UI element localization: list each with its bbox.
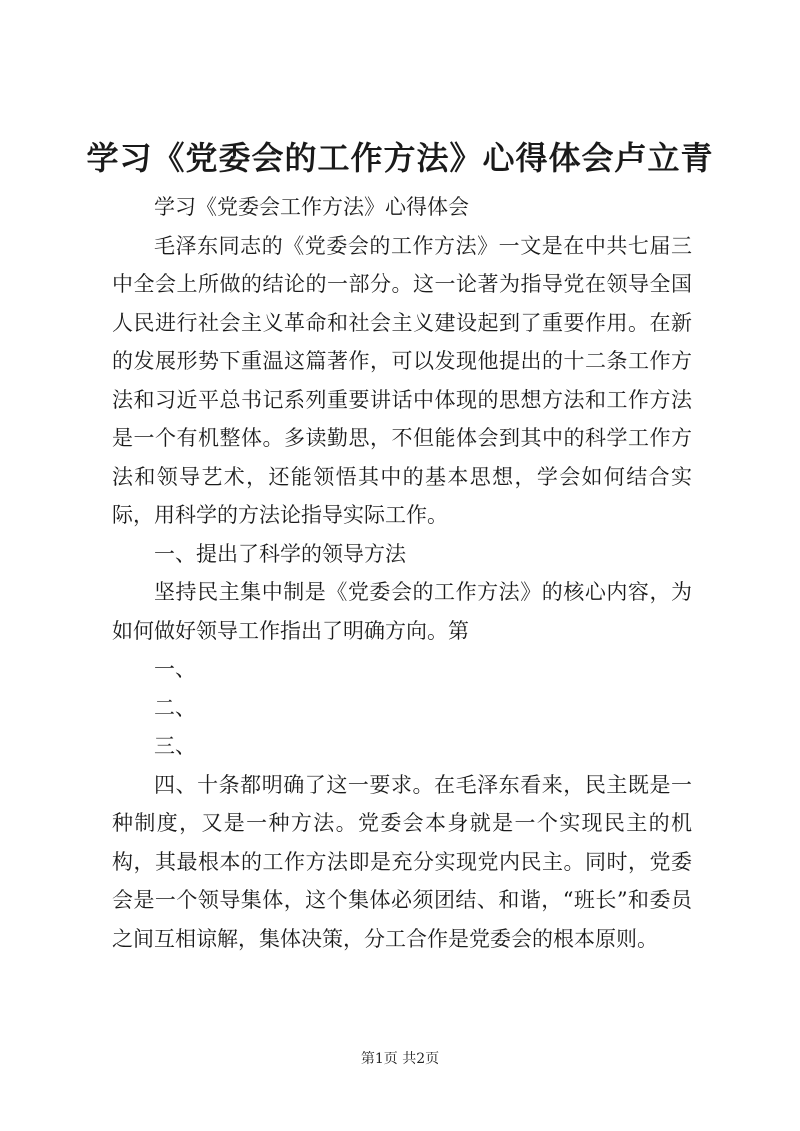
paragraph-subtitle: 学习《党委会工作方法》心得体会 — [154, 195, 469, 219]
paragraph-item-three: 三、 — [154, 734, 196, 758]
paragraph-democratic-centralism: 坚持民主集中制是《党委会的工作方法》的核心内容，为如何做好领导工作指出了明确方向。第 — [112, 580, 692, 643]
paragraph-intro: 毛泽东同志的《党委会的工作方法》一文是在中共七届三中全会上所做的结论的一部分。这一论著为指导党在领导全国人民进行社会主义革命和社会主义建设起到了重要作用。在新的发展形势下重温这篇著作，可以发现他提出的十二条工作方法和习近平总书记系列重要讲话中体现的思想方法和工作方法是一个有机整体。多读勤思，不但能体会到其中的科学工作方法和领导艺术，还能领悟其中的基本思想，学会如何结合实际，用科学的方法论指导实际工作。 — [112, 233, 692, 527]
document-body — [112, 188, 692, 958]
paragraph-item-four: 四、十条都明确了这一要求。在毛泽东看来，民主既是一种制度，又是一种方法。党委会本身就是一个实现民主的机构，其最根本的工作方法即是充分实现党内民主。同时，党委会是一个领导集体，这个集体必须团结、和谐，“班长”和委员之间互相谅解，集体决策，分工合作是党委会的根本原则。 — [112, 772, 692, 951]
document-title: 学习《党委会的工作方法》心得体会卢立青 — [86, 139, 714, 177]
page-footer: 第1页 共2页 — [360, 1051, 440, 1067]
paragraph-item-one: 一、 — [154, 657, 196, 681]
paragraph-section-heading: 一、提出了科学的领导方法 — [154, 541, 406, 566]
paragraph-item-two: 二、 — [154, 695, 196, 720]
